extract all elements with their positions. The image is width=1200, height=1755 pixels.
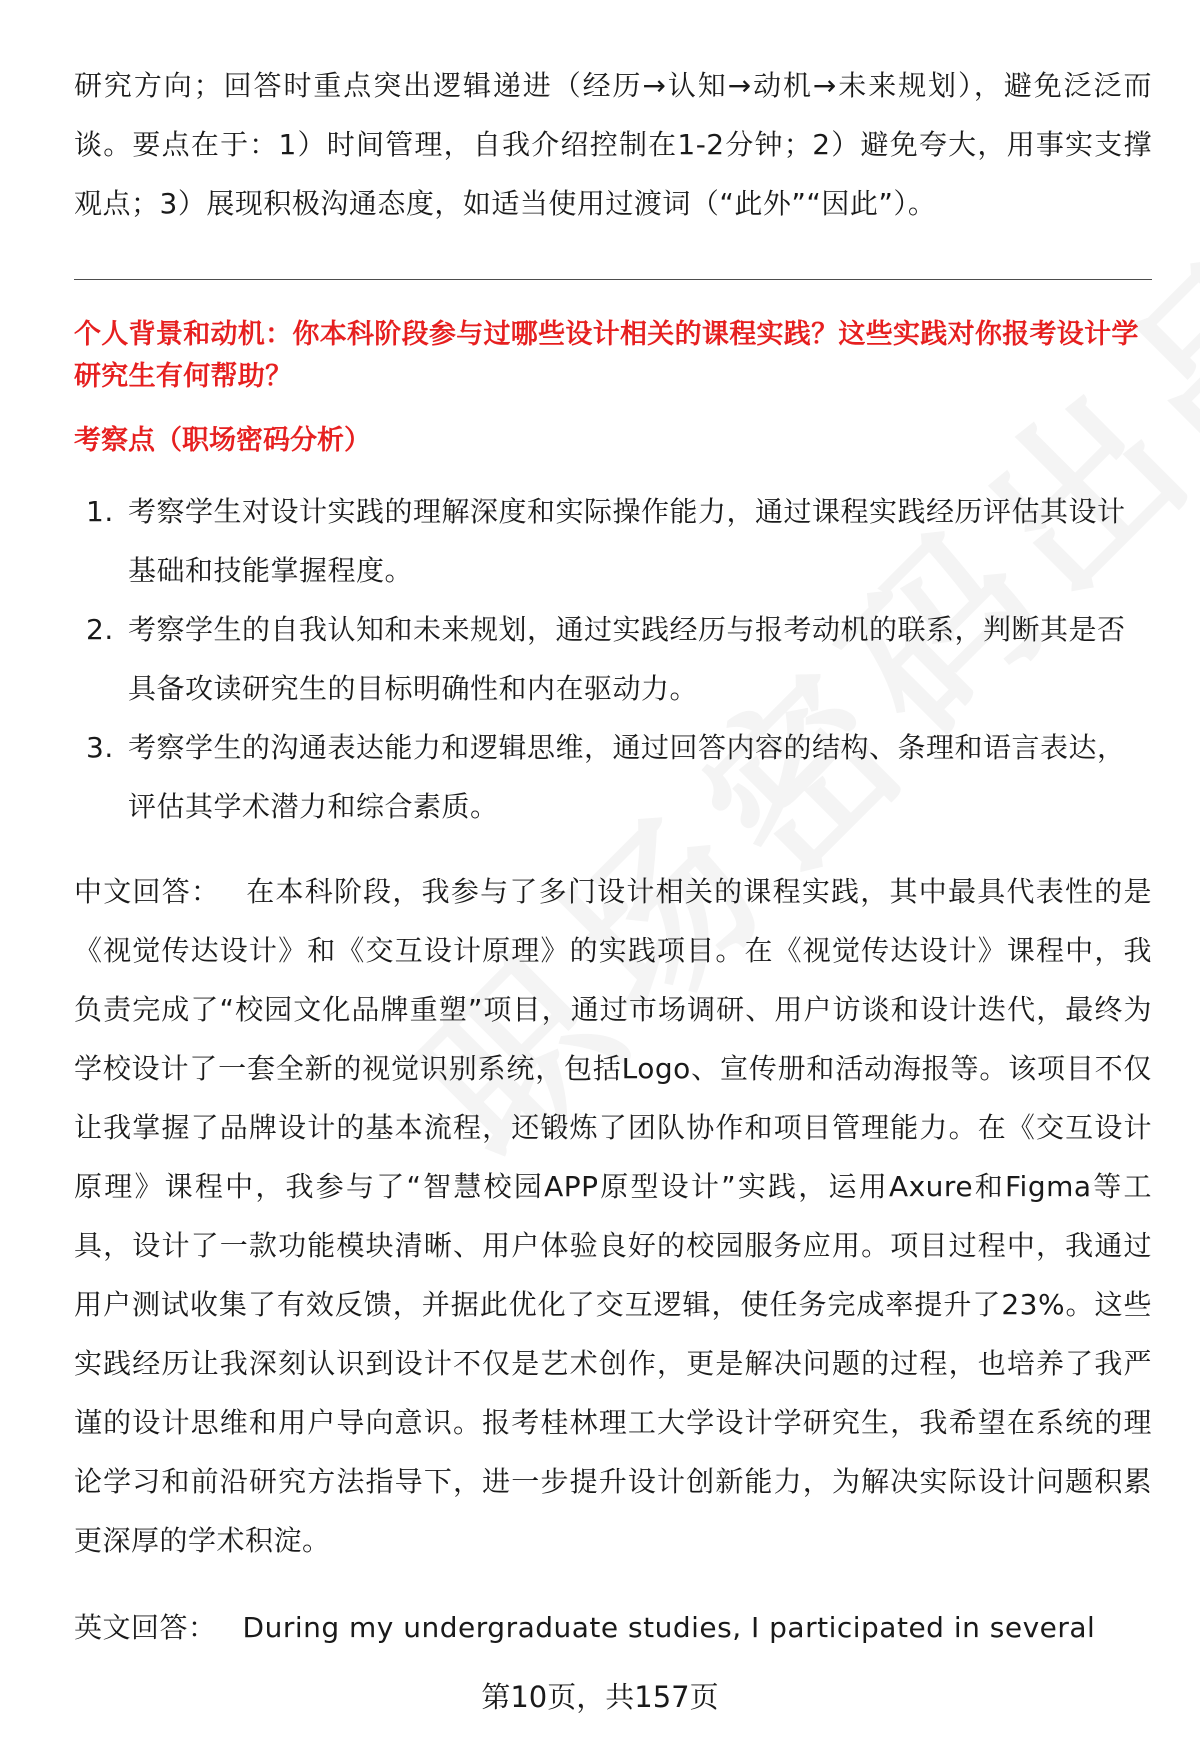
intro-paragraph: 研究方向；回答时重点突出逻辑递进（经历→认知→动机→未来规划），避免泛泛而谈。要点在于：1）时间管理，自我介绍控制在1-2分钟；2）避免夸大，用事实支撑观点；3）展现积极沟通态度，如适当使用过渡词（“此外”“因此”）。	[74, 69, 1152, 220]
list-item-text: 考察学生对设计实践的理解深度和实际操作能力，通过课程实践经历评估其设计基础和技能掌握程度。	[128, 495, 1126, 587]
chinese-answer	[74, 862, 1152, 1570]
english-answer-text: During my undergraduate studies, I participated in several	[242, 1611, 1096, 1644]
question-heading: 个人背景和动机：你本科阶段参与过哪些设计相关的课程实践？这些实践对你报考设计学研究生有何帮助？	[74, 319, 1139, 392]
page-content	[74, 56, 1152, 1685]
list-item	[74, 482, 1152, 600]
chinese-answer-label: 中文回答：	[74, 875, 221, 908]
english-answer-label: 英文回答：	[74, 1611, 217, 1644]
list-item	[74, 718, 1152, 836]
list-item-text: 考察学生的自我认知和未来规划，通过实践经历与报考动机的联系，判断其是否具备攻读研究生的目标明确性和内在驱动力。	[128, 613, 1126, 705]
english-answer	[74, 1598, 1152, 1657]
page-number-footer: 第10页，共157页	[481, 1680, 719, 1714]
list-number: 1.	[86, 495, 114, 528]
list-item-text: 考察学生的沟通表达能力和逻辑思维，通过回答内容的结构、条理和语言表达，评估其学术潜力和综合素质。	[128, 731, 1126, 823]
section-divider	[74, 279, 1152, 280]
chinese-answer-text: 在本科阶段，我参与了多门设计相关的课程实践，其中最具代表性的是《视觉传达设计》和《交互设计原理》的实践项目。在《视觉传达设计》课程中，我负责完成了“校园文化品牌重塑”项目，通过市场调研、用户访谈和设计迭代，最终为学校设计了一套全新的视觉识别系统，包括Logo、宣传册和活动海报等。该项目不仅让我掌握了品牌设计的基本流程，还锻炼了团队协作和项目管理能力。在《交互设计原理》课程中，我参与了“智慧校园APP原型设计”实践，运用Axure和Figma等工具，设计了一款功能模块清晰、用户体验良好的校园服务应用。项目过程中，我通过用户测试收集了有效反馈，并据此优化了交互逻辑，使任务完成率提升了23%。这些实践经历让我深刻认识到设计不仅是艺术创作，更是解决问题的过程，也培养了我严谨的设计思维和用户导向意识。报考桂林理工大学设计学研究生，我希望在系统的理论学习和前沿研究方法指导下，进一步提升设计创新能力，为解决实际设计问题积累更深厚的学术积淀。	[74, 875, 1152, 1557]
list-item	[74, 600, 1152, 718]
list-number: 2.	[86, 613, 114, 646]
list-number: 3.	[86, 731, 114, 764]
evaluation-points-list	[74, 482, 1152, 836]
section-title: 考察点（职场密码分析）	[74, 425, 371, 456]
